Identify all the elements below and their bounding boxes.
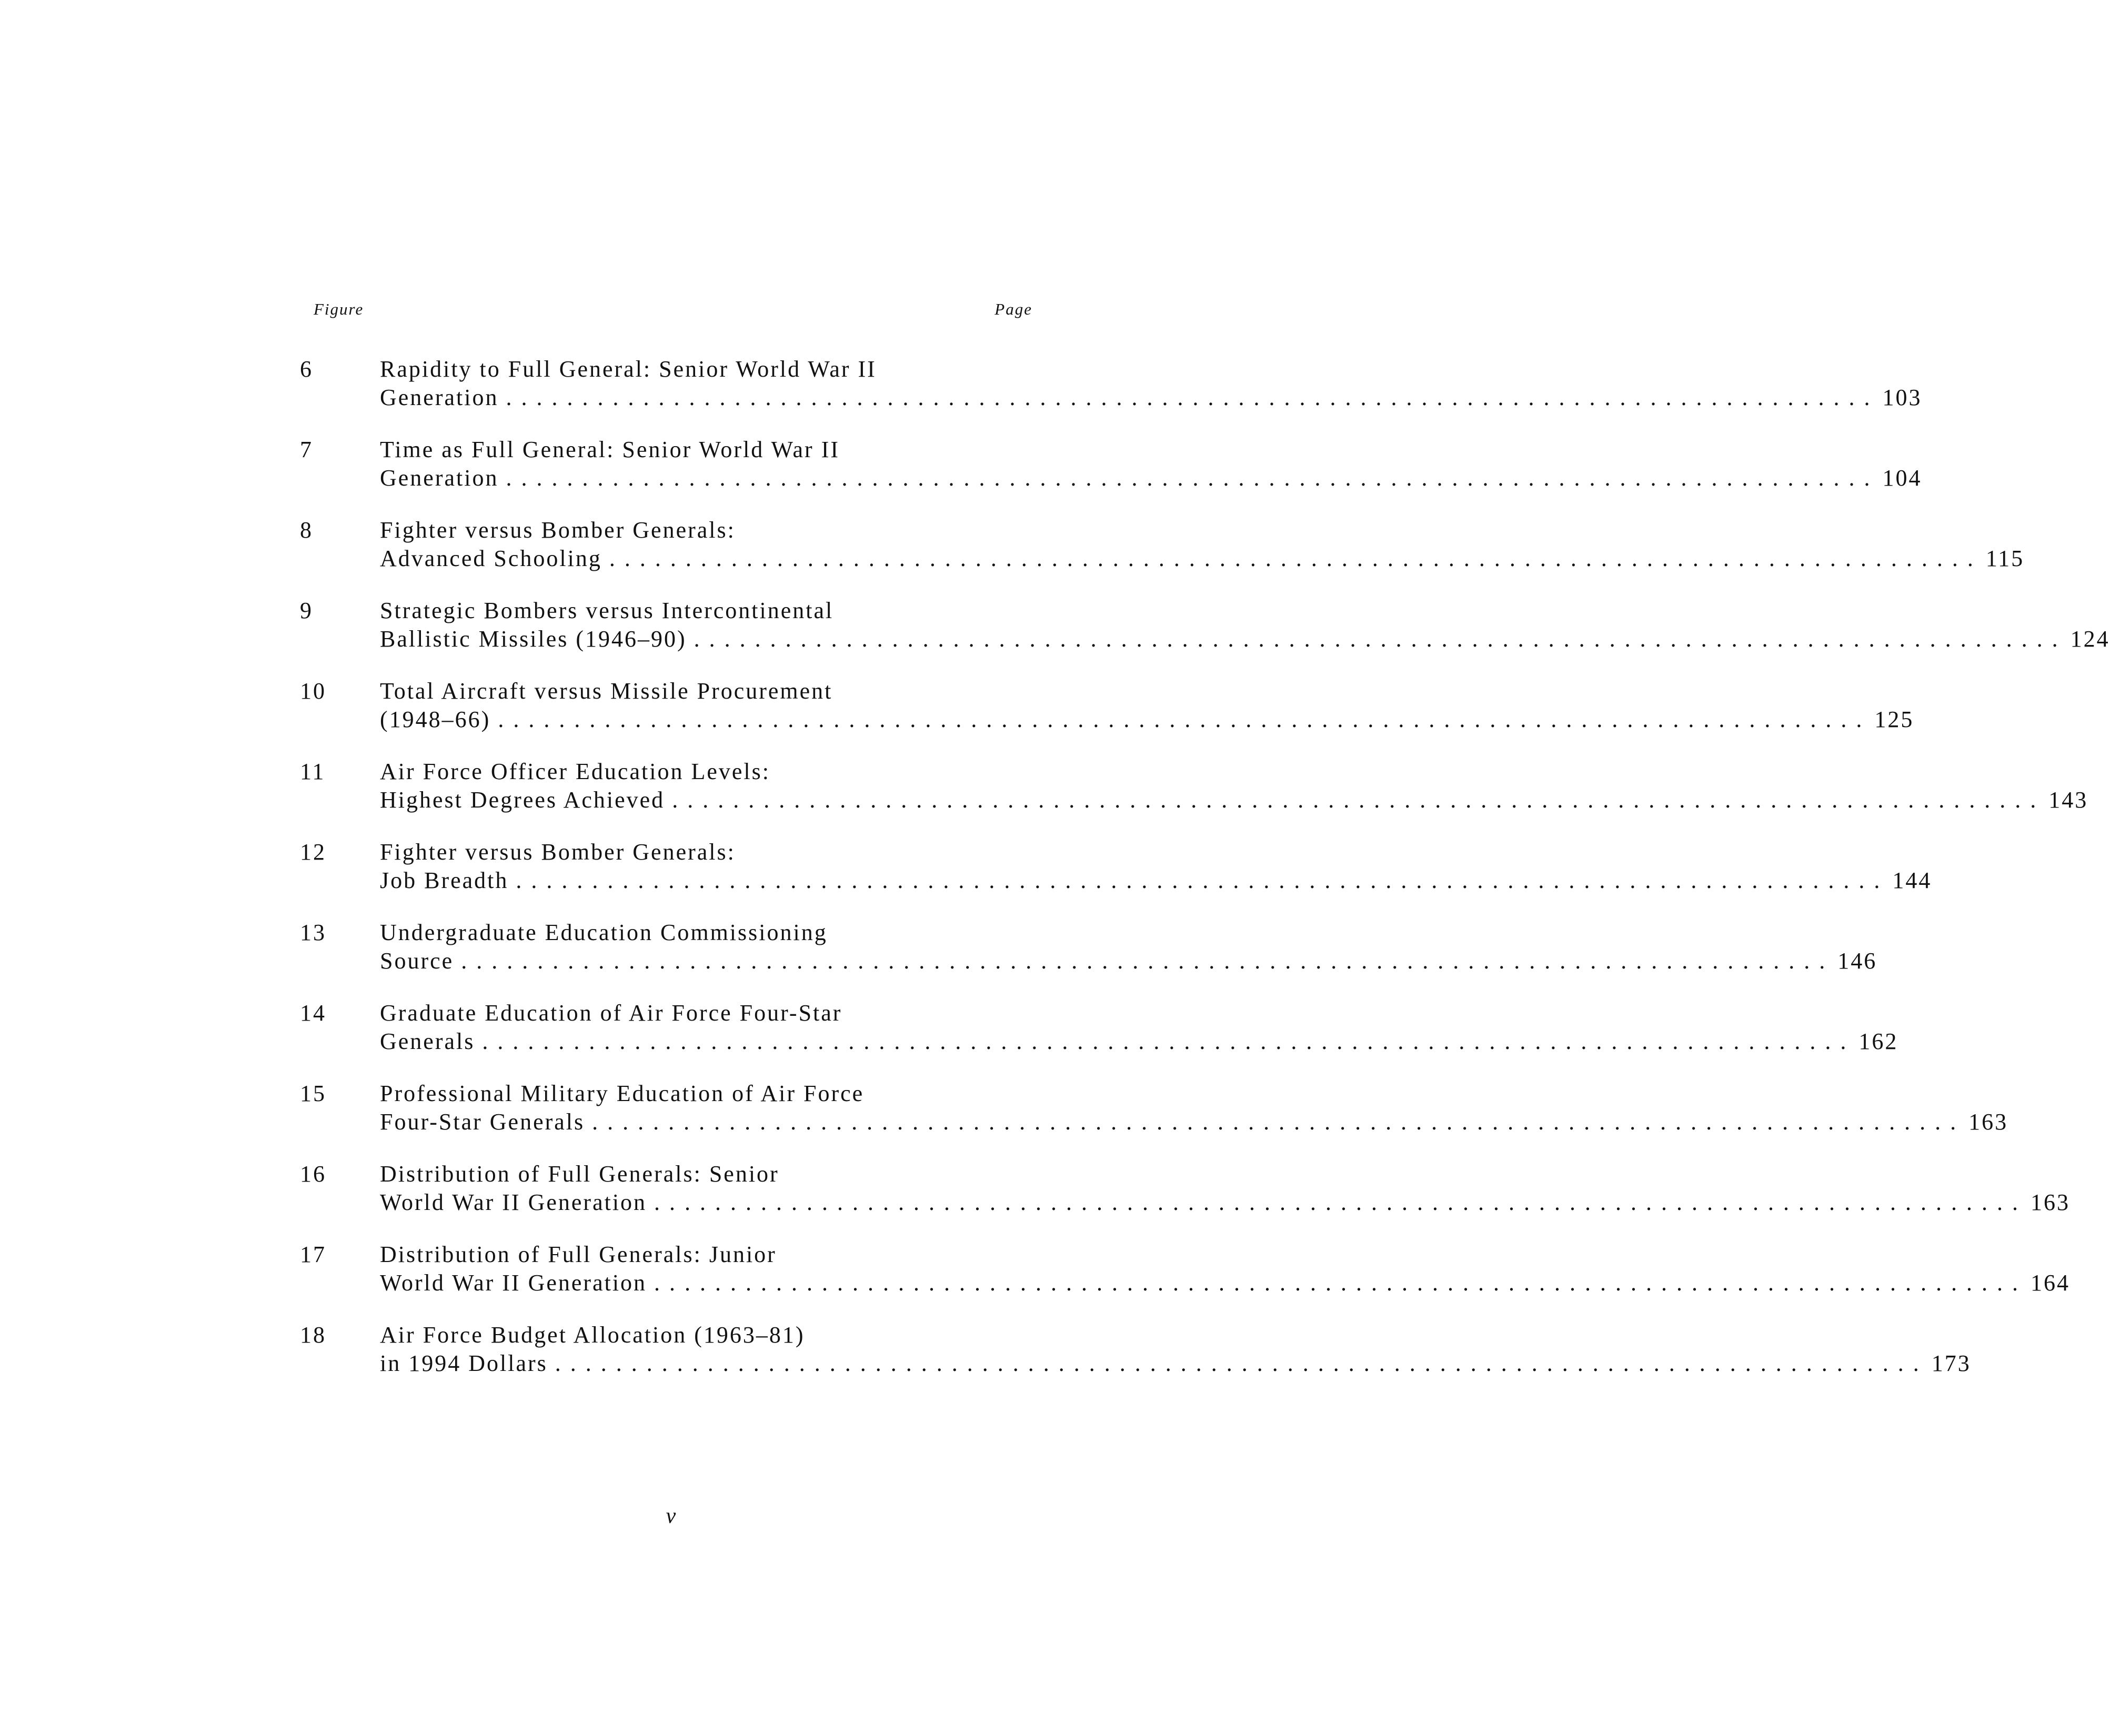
figure-title bbox=[380, 919, 1877, 975]
figure-number: 11 bbox=[300, 759, 326, 784]
figure-title-line-1: Professional Military Education of Air Force bbox=[380, 1081, 865, 1106]
page-number: 164 bbox=[2031, 1270, 2071, 1296]
figure-title-line-2: Highest Degrees Achieved bbox=[380, 787, 665, 813]
figure-number: 15 bbox=[300, 1081, 326, 1106]
figure-title-line-1: Strategic Bombers versus Intercontinental bbox=[380, 598, 834, 623]
figure-title bbox=[380, 677, 1914, 734]
figure-number: 12 bbox=[300, 839, 326, 865]
figure-entry-10 bbox=[300, 677, 1914, 758]
page-number: 162 bbox=[1858, 1028, 1898, 1054]
page-number: 146 bbox=[1837, 948, 1877, 974]
figure-title-line-1: Distribution of Full Generals: Senior bbox=[380, 1161, 779, 1187]
figure-entry-14 bbox=[300, 999, 1898, 1079]
figure-title bbox=[380, 436, 1922, 492]
figure-title-line-2: Generation bbox=[380, 385, 499, 410]
figure-number: 8 bbox=[300, 517, 313, 543]
page-number: 163 bbox=[2031, 1189, 2071, 1215]
dot-leader: .......................................................................................... bbox=[482, 1028, 1856, 1054]
page-number: 115 bbox=[1985, 546, 2025, 571]
figure-title-line-2: Ballistic Missiles (1946–90) bbox=[380, 626, 687, 652]
figure-title-line-2: Generals bbox=[380, 1028, 475, 1054]
figure-entry-17 bbox=[300, 1240, 2071, 1321]
dot-leader: .......................................................................................... bbox=[654, 1189, 2028, 1215]
list-of-figures bbox=[300, 355, 2110, 1401]
figure-title bbox=[380, 516, 2025, 573]
figure-number: 9 bbox=[300, 598, 313, 623]
figure-entry-8 bbox=[300, 516, 2025, 597]
page-number: 103 bbox=[1882, 385, 1922, 410]
figure-entry-12 bbox=[300, 838, 1932, 919]
page-number: 143 bbox=[2048, 787, 2088, 813]
figure-number: 6 bbox=[300, 356, 313, 382]
figure-number: 17 bbox=[300, 1242, 326, 1267]
figure-title-line-2: Source bbox=[380, 948, 454, 974]
figure-title bbox=[380, 1321, 1971, 1378]
figure-title-line-2: World War II Generation bbox=[380, 1189, 647, 1215]
figure-title-line-1: Undergraduate Education Commissioning bbox=[380, 920, 828, 945]
dot-leader: .......................................................................................... bbox=[516, 867, 1890, 893]
page-number: 173 bbox=[1931, 1350, 1971, 1376]
dot-leader: .......................................................................................... bbox=[609, 546, 1983, 571]
dot-leader: .......................................................................................... bbox=[654, 1270, 2028, 1296]
figure-title-line-1: Air Force Budget Allocation (1963–81) bbox=[380, 1322, 805, 1348]
figure-entry-18 bbox=[300, 1321, 1971, 1401]
figure-title bbox=[380, 758, 2088, 814]
figure-title bbox=[380, 999, 1898, 1056]
figure-title-line-1: Rapidity to Full General: Senior World War II bbox=[380, 356, 877, 382]
dot-leader: .......................................................................................... bbox=[555, 1350, 1928, 1376]
figure-entry-6 bbox=[300, 355, 1922, 436]
figure-title bbox=[380, 1079, 2008, 1136]
dot-leader: .......................................................................................... bbox=[592, 1109, 1966, 1135]
figure-title bbox=[380, 1160, 2071, 1217]
figure-title-line-1: Total Aircraft versus Missile Procurement bbox=[380, 678, 833, 704]
figure-title bbox=[380, 838, 1932, 895]
figure-title bbox=[380, 597, 2110, 653]
figure-entry-9 bbox=[300, 597, 2110, 677]
figure-title-line-1: Air Force Officer Education Levels: bbox=[380, 759, 770, 784]
figure-entry-16 bbox=[300, 1160, 2071, 1240]
figure-title-line-1: Time as Full General: Senior World War II bbox=[380, 437, 840, 462]
dot-leader: .......................................................................................... bbox=[461, 948, 1835, 974]
page-column-label: Page bbox=[994, 300, 1032, 318]
dot-leader: .......................................................................................... bbox=[506, 465, 1880, 491]
figure-title bbox=[380, 1240, 2071, 1297]
figure-title-line-2: Generation bbox=[380, 465, 499, 491]
figure-title-line-2: Four-Star Generals bbox=[380, 1109, 585, 1135]
figure-entry-7 bbox=[300, 436, 1922, 516]
figure-entry-11 bbox=[300, 758, 2088, 838]
dot-leader: .......................................................................................... bbox=[672, 787, 2046, 813]
figure-title-line-2: World War II Generation bbox=[380, 1270, 647, 1296]
figure-title bbox=[380, 355, 1922, 412]
dot-leader: .......................................................................................... bbox=[694, 626, 2067, 652]
figure-number: 10 bbox=[300, 678, 326, 704]
dot-leader: .......................................................................................... bbox=[506, 385, 1880, 410]
page-number: 104 bbox=[1882, 465, 1922, 491]
figure-number: 7 bbox=[300, 437, 313, 462]
figure-title-line-2: Job Breadth bbox=[380, 867, 509, 893]
figure-title-line-1: Distribution of Full Generals: Junior bbox=[380, 1242, 777, 1267]
page-number: 144 bbox=[1892, 867, 1932, 893]
figure-title-line-1: Fighter versus Bomber Generals: bbox=[380, 517, 736, 543]
figure-title-line-2: (1948–66) bbox=[380, 706, 491, 732]
figure-title-line-2: in 1994 Dollars bbox=[380, 1350, 548, 1376]
figure-title-line-2: Advanced Schooling bbox=[380, 546, 602, 571]
figure-column-label: Figure bbox=[314, 300, 364, 318]
figure-number: 14 bbox=[300, 1000, 326, 1026]
figure-entry-15 bbox=[300, 1079, 2008, 1160]
figure-number: 16 bbox=[300, 1161, 326, 1187]
page-number: 163 bbox=[1968, 1109, 2008, 1135]
figure-number: 13 bbox=[300, 920, 326, 945]
figure-number: 18 bbox=[300, 1322, 326, 1348]
figure-entry-13 bbox=[300, 919, 1877, 999]
page-number: 124 bbox=[2070, 626, 2110, 652]
page-footer-number: v bbox=[666, 1504, 676, 1528]
dot-leader: .......................................................................................... bbox=[498, 706, 1872, 732]
figure-title-line-1: Fighter versus Bomber Generals: bbox=[380, 839, 736, 865]
page-number: 125 bbox=[1874, 706, 1914, 732]
figure-title-line-1: Graduate Education of Air Force Four-Star bbox=[380, 1000, 842, 1026]
